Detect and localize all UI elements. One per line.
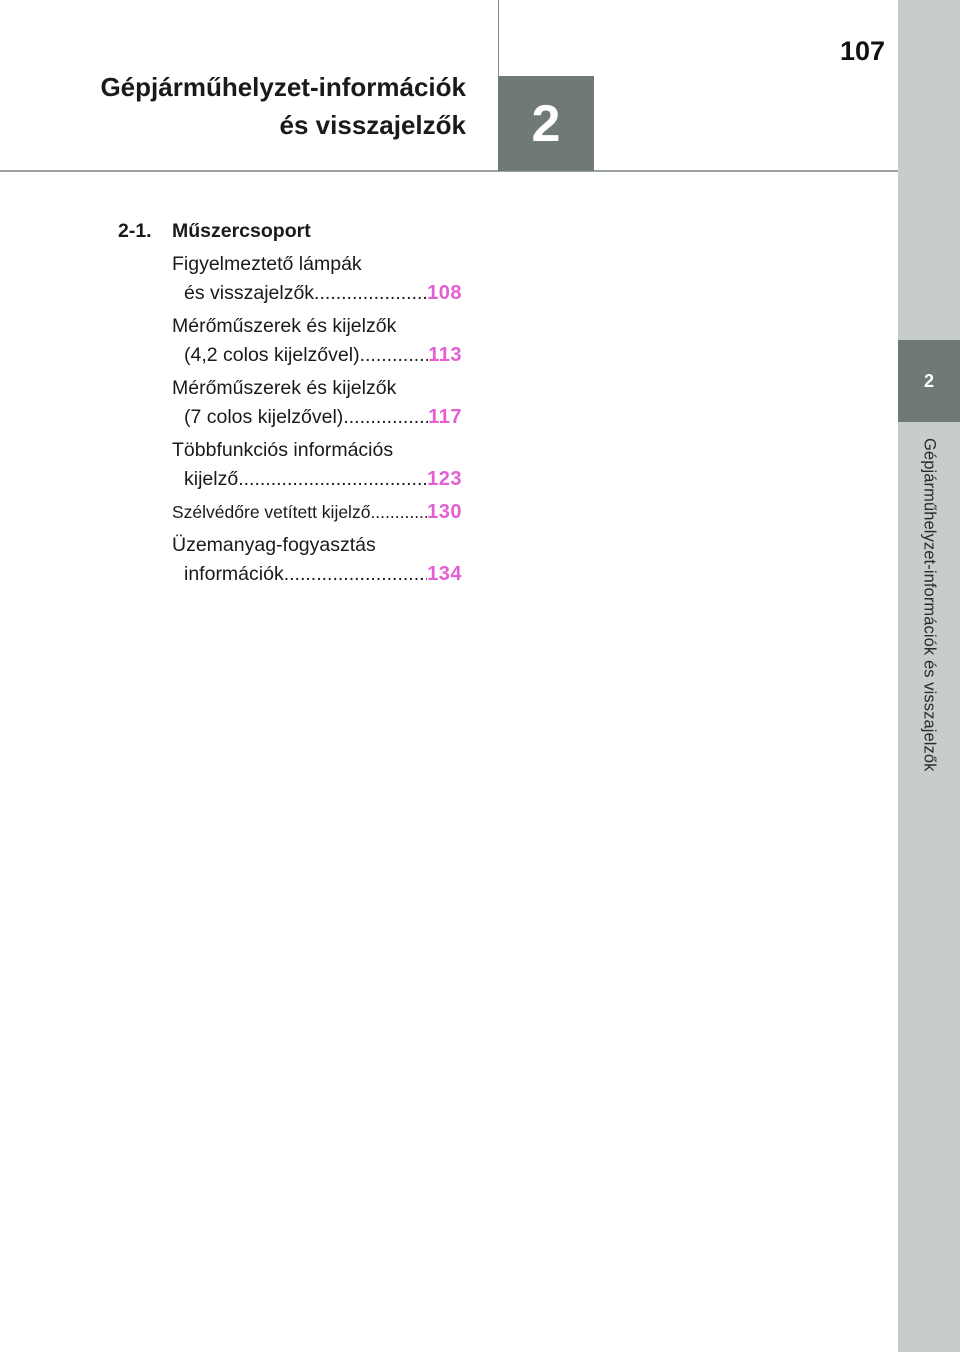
toc-entry-multi-info-display[interactable]: [172, 436, 462, 494]
toc-leader-dots: [343, 403, 428, 432]
toc-entry-title: Szélvédőre vetített kijelző: [172, 502, 371, 522]
toc-entry-line2: [172, 498, 462, 527]
header-divider-vertical: [498, 0, 499, 76]
toc-entry-title-cont: kijelző: [184, 468, 239, 490]
toc-entry-gauges-4-2[interactable]: [172, 312, 462, 370]
table-of-contents: [118, 216, 468, 589]
chapter-side-label-text: Gépjárműhelyzet-információk és visszajelzők: [920, 438, 939, 772]
toc-page-link[interactable]: 108: [427, 282, 462, 304]
toc-entry-head-up-display[interactable]: [172, 498, 462, 527]
toc-page-link[interactable]: 123: [427, 468, 462, 490]
toc-page-link[interactable]: 113: [428, 344, 462, 366]
toc-leader-dots: [314, 279, 427, 308]
toc-page-link[interactable]: 130: [427, 501, 462, 523]
toc-entry-title: Figyelmeztető lámpák: [172, 253, 362, 275]
toc-entry-line2: [172, 341, 462, 370]
toc-entry-title-cont: (7 colos kijelzővel): [184, 406, 344, 428]
toc-entry-line2: [172, 465, 462, 494]
toc-entry-title-cont: (4,2 colos kijelzővel): [184, 344, 360, 366]
page-number: 107: [839, 36, 885, 66]
toc-entry-fuel-consumption[interactable]: [172, 531, 462, 589]
toc-entry-gauges-7[interactable]: [172, 374, 462, 432]
toc-entry-warning-lights[interactable]: [172, 250, 462, 308]
toc-entry-line2: [172, 279, 462, 308]
toc-entry-title: Mérőműszerek és kijelzők: [172, 377, 397, 399]
toc-entry-title-cont: információk: [184, 563, 284, 585]
toc-entry-title: Többfunkciós információs: [172, 439, 394, 461]
toc-entry-line2: [172, 560, 462, 589]
toc-entry-title: Mérőműszerek és kijelzők: [172, 315, 397, 337]
toc-leader-dots: [370, 498, 427, 527]
chapter-title-line1: Gépjárműhelyzet-információk: [100, 72, 466, 102]
chapter-title-line2: és visszajelzők: [279, 110, 466, 140]
toc-page-link[interactable]: 117: [428, 406, 462, 428]
toc-entry-title: Üzemanyag-fogyasztás: [172, 534, 376, 556]
chapter-number-box: 2: [498, 76, 594, 171]
toc-section-number: 2-1.: [118, 219, 152, 242]
chapter-tab[interactable]: 2: [898, 340, 960, 422]
header-divider-horizontal: [0, 170, 898, 172]
toc-entry-line2: [172, 403, 462, 432]
toc-section-heading: [118, 216, 468, 246]
toc-section-title: Műszercsoport: [172, 219, 311, 242]
toc-leader-dots: [238, 465, 427, 494]
toc-leader-dots: [284, 560, 427, 589]
toc-entry-title-cont: és visszajelzők: [184, 282, 315, 304]
toc-leader-dots: [360, 341, 429, 370]
chapter-title: [100, 68, 466, 144]
toc-page-link[interactable]: 134: [427, 563, 462, 585]
